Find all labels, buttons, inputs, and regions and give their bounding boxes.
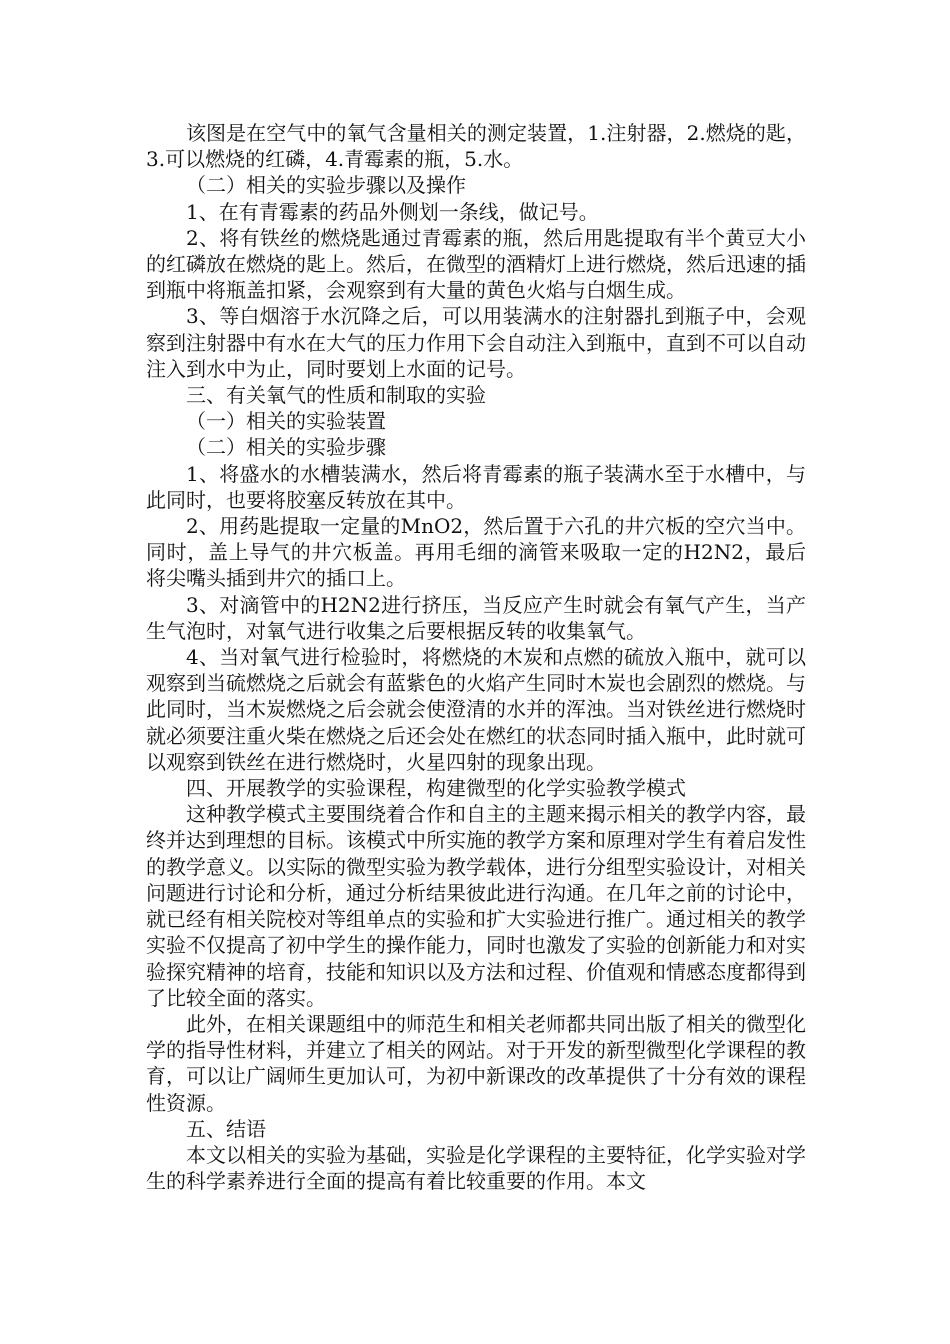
paragraph-figure-caption: 该图是在空气中的氧气含量相关的测定装置，1.注射器，2.燃烧的匙，3.可以燃烧的红磷，4.青霉素的瓶，5.水。 [146,121,806,172]
paragraph-oxygen-step-3: 3、对滴管中的H2N2进行挤压，当反应产生时就会有氧气产生，当产生气泡时，对氧气进行收集之后要根据反转的收集氧气。 [146,592,806,643]
subheading-steps: （二）相关的实验步骤以及操作 [186,173,466,198]
document-body [146,120,806,1194]
subheading-apparatus: （一）相关的实验装置 [186,409,386,434]
paragraph-step-3: 3、等白烟溶于水沉降之后，可以用装满水的注射器扎到瓶子中，会观察到注射器中有水在大气的压力作用下会自动注入到瓶中，直到不可以自动注入到水中为止，同时要划上水面的记号。 [146,304,806,381]
paragraph-step-2: 2、将有铁丝的燃烧匙通过青霉素的瓶，然后用匙提取有半个黄豆大小的红磷放在燃烧的匙上。然后，在微型的酒精灯上进行燃烧，然后迅速的插到瓶中将瓶盖扣紧，会观察到有大量的黄色火焰与白烟生成。 [146,225,806,303]
paragraph-conclusion: 本文以相关的实验为基础，实验是化学课程的主要特征，化学实验对学生的科学素养进行全面的提高有着比较重要的作用。本文 [146,1142,806,1194]
section-heading-3: 三、有关氧气的性质和制取的实验 [186,383,486,408]
paragraph-oxygen-step-4: 4、当对氧气进行检验时，将燃烧的木炭和点燃的硫放入瓶中，就可以观察到当硫燃烧之后就会有蓝紫色的火焰产生同时木炭也会剧烈的燃烧。与此同时，当木炭燃烧之后会就会使澄清的水并的浑浊。当对铁丝进行燃烧时就必须要注重火柴在燃烧之后还会处在燃红的状态同时插入瓶中，此时就可以观察到铁丝在进行燃烧时，火星四射的现象出现。 [146,645,806,774]
paragraph-oxygen-step-1: 1、将盛水的水槽装满水，然后将青霉素的瓶子装满水至于水槽中，与此同时，也要将胶塞反转放在其中。 [146,461,806,512]
paragraph-additional: 此外，在相关课题组中的师范生和相关老师都共同出版了相关的微型化学的指导性材料，并建立了相关的网站。对于开发的新型微型化学课程的教育，可以让广阔师生更加认可，为初中新课改的改革提供了十分有效的课程性资源。 [146,1011,806,1115]
paragraph-step-1: 1、在有青霉素的药品外侧划一条线，做记号。 [186,199,599,224]
subheading-procedure: （二）相关的实验步骤 [186,435,386,460]
paragraph-teaching-model: 这种教学模式主要围绕着合作和自主的主题来揭示相关的教学内容，最终并达到理想的目标。该模式中所实施的教学方案和原理对学生有着启发性的教学意义。以实际的微型实验为教学载体，进行分组型实验设计，对相关问题进行讨论和分析，通过分析结果彼此进行沟通。在几年之前的讨论中，就已经有相关院校对等组单点的实验和扩大实验进行推广。通过相关的教学实验不仅提高了初中学生的操作能力，同时也激发了实验的创新能力和对实验探究精神的培育，技能和知识以及方法和过程、价值观和情感态度都得到了比较全面的落实。 [146,802,806,1010]
section-heading-5: 五、结语 [186,1116,266,1141]
section-heading-4: 四、开展教学的实验课程，构建微型的化学实验教学模式 [186,776,686,801]
paragraph-oxygen-step-2: 2、用药匙提取一定量的MnO2，然后置于六孔的井穴板的空穴当中。同时，盖上导气的井穴板盖。再用毛细的滴管来吸取一定的H2N2，最后将尖嘴头插到井穴的插口上。 [146,514,806,591]
